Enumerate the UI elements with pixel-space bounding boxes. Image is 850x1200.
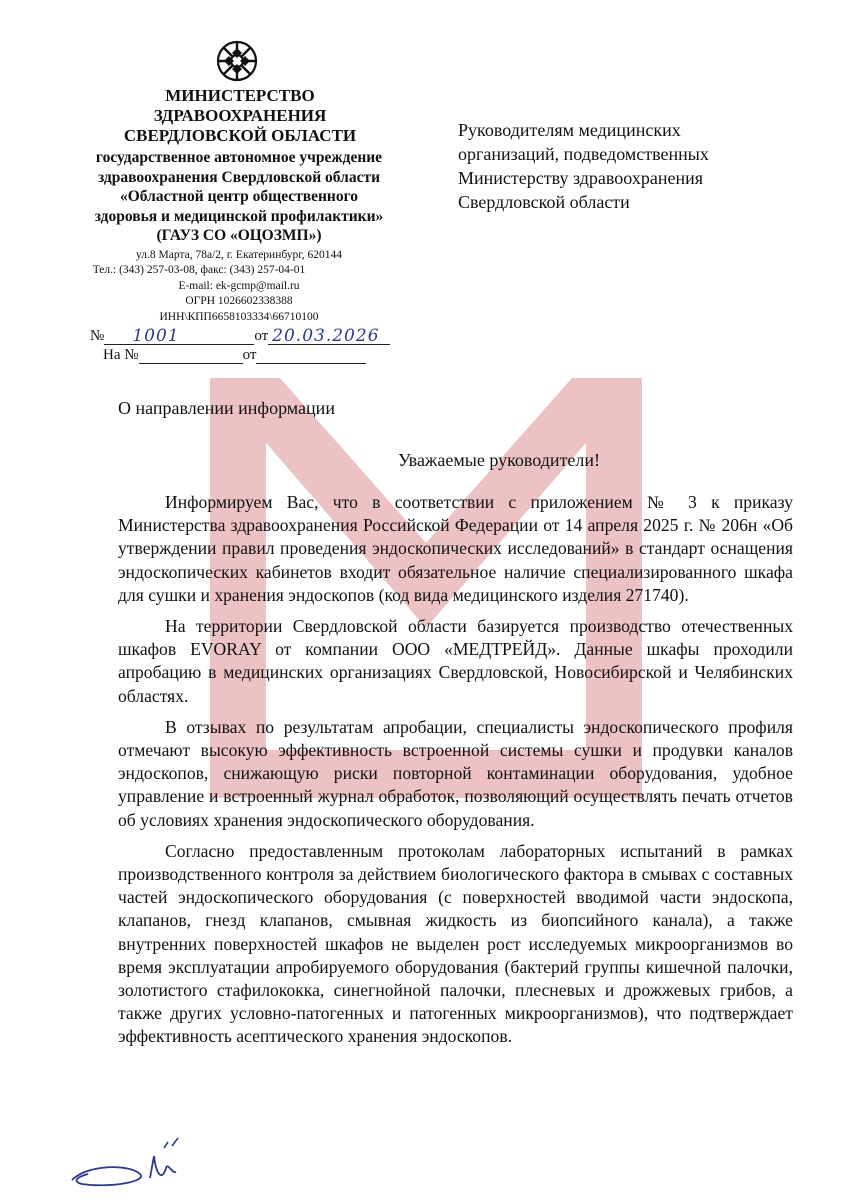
outgoing-reference	[90, 327, 390, 345]
org-contacts	[60, 279, 418, 325]
number-field	[104, 328, 254, 345]
number-label: №	[90, 328, 105, 344]
organization-name	[60, 148, 418, 246]
recipient-line: Министерству здравоохранения	[458, 168, 704, 188]
incoming-reference	[103, 346, 366, 364]
on-number-label: На №	[103, 347, 139, 363]
recipient-line: Руководителям медицинских	[458, 120, 681, 140]
body-paragraph: Информируем Вас, что в соответствии с приложением № 3 к приказу Министерства здравоохранения Российской Федерации от 14 апреля 2025 г. № 206н «Об утверждении правил проведения эндоскопических исследований» в стандарт оснащения эндоскопических кабинетов входит обязательное наличие специализированного шкафа для сушки и хранения эндоскопов (код вида медицинского изделия 271740).	[118, 492, 793, 605]
org-ogrn: ОГРН 1026602338388	[185, 295, 293, 308]
on-date-field	[256, 347, 366, 364]
org-line: здоровья и медицинской профилактики»	[94, 207, 384, 225]
letter-body	[118, 491, 793, 1057]
letter-subject: О направлении информации	[118, 398, 335, 418]
handwritten-signature	[68, 1134, 198, 1188]
org-email: E-mail: ek-gcmp@mail.ru	[178, 279, 300, 292]
recipient-line: Свердловской области	[458, 192, 630, 212]
date-label: от	[254, 328, 269, 344]
regional-emblem-icon	[216, 40, 258, 82]
ministry-name	[100, 86, 380, 146]
recipient-block	[458, 118, 808, 214]
ministry-line: СВЕРДЛОВСКОЙ ОБЛАСТИ	[123, 126, 357, 145]
org-line: государственное автономное учреждение	[95, 149, 383, 166]
org-line: здравоохранения Свердловской области	[97, 168, 381, 186]
on-number-field	[139, 347, 243, 364]
ministry-line: МИНИСТЕРСТВО	[165, 86, 315, 105]
org-inn-kpp: ИНН\КПП6658103334\66710100	[159, 310, 319, 323]
date-field	[268, 328, 390, 345]
letter-greeting: Уважаемые руководители!	[397, 450, 601, 470]
on-date-label: от	[242, 347, 257, 363]
org-line: (ГАУЗ СО «ОЦОЗМП»)	[156, 227, 322, 244]
recipient-line: организаций, подведомственных	[458, 144, 709, 164]
ministry-line: ЗДРАВООХРАНЕНИЯ	[153, 106, 327, 125]
handwritten-number: 1001	[132, 326, 180, 346]
body-paragraph: В отзывах по результатам апробации, специалисты эндоскопического профиля отмечают высокую эффективность встроенной системы сушки и продувки каналов эндоскопов, снижающую риски повторной контаминации оборудования, удобное управление и встроенный журнал обработок, позволяющий осуществлять печать отчетов об условиях хранения эндоскопического оборудования.	[118, 716, 793, 830]
body-paragraph: Согласно предоставленным протоколам лабораторных испытаний в рамках производственного контроля за действием биологического фактора в смывах с составных частей эндоскопического оборудования (с поверхностей вводимой части эндоскопа, клапанов, гнезд клапанов, смывная жидкость из биопсийного канала), а также внутренних поверхностей шкафов не выделен рост исследуемых микроорганизмов во время эксплуатации апробируемого оборудования (бактерий группы кишечной палочки, золотистого стафилококка, синегнойной палочки, плесневых и дрожжевых грибов, а также других условно-патогенных и патогенных микроорганизмов), что подтверждает эффективность асептического хранения эндоскопов.	[118, 840, 793, 1047]
org-phone: Тел.: (343) 257-03-08, факс: (343) 257-04-01	[92, 264, 306, 277]
body-paragraph: На территории Свердловской области базируется производство отечественных шкафов EVORAY от компании ООО «МЕДТРЕЙД». Данные шкафы проходили апробацию в медицинских организациях Свердловской, Новосибирской и Челябинских областях.	[118, 616, 793, 706]
handwritten-date: 20.03.2026	[272, 326, 380, 346]
org-address: ул.8 Марта, 78а/2, г. Екатеринбург, 620144	[136, 249, 342, 261]
org-line: «Областной центр общественного	[119, 188, 359, 205]
